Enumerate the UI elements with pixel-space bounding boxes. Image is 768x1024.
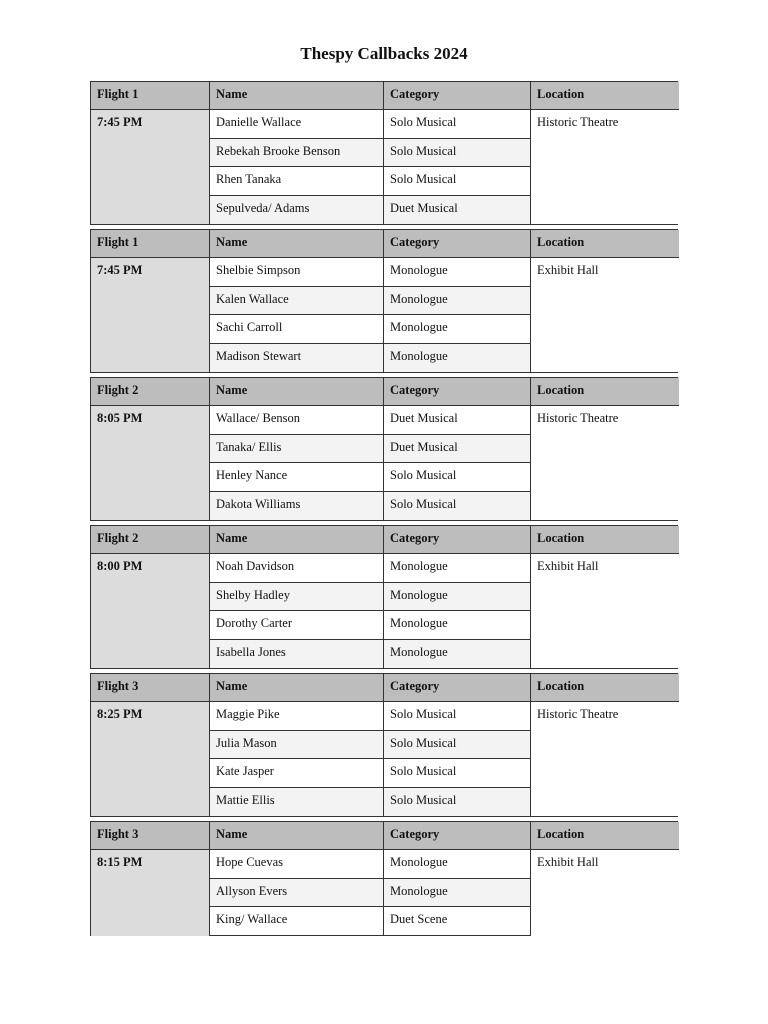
performer-name: Rebekah Brooke Benson (210, 139, 384, 168)
name-header: Name (210, 822, 384, 850)
performer-name: Mattie Ellis (210, 788, 384, 817)
performance-category: Monologue (384, 258, 531, 287)
performer-name: Dorothy Carter (210, 611, 384, 640)
performer-name: Kalen Wallace (210, 287, 384, 316)
flight-block (90, 821, 678, 936)
performance-category: Monologue (384, 850, 531, 879)
performance-category: Solo Musical (384, 492, 531, 521)
location-header: Location (531, 674, 679, 702)
flight-label: Flight 1 (91, 82, 210, 110)
callback-schedule (90, 81, 678, 940)
flight-time: 7:45 PM (91, 110, 210, 224)
performer-name: Henley Nance (210, 463, 384, 492)
location-value: Historic Theatre (531, 110, 679, 224)
performance-category: Solo Musical (384, 702, 531, 731)
location-value: Exhibit Hall (531, 850, 679, 936)
flight-label: Flight 1 (91, 230, 210, 258)
performance-category: Monologue (384, 554, 531, 583)
flight-block (90, 377, 678, 521)
performer-name: Julia Mason (210, 731, 384, 760)
performer-name: Tanaka/ Ellis (210, 435, 384, 464)
category-header: Category (384, 82, 531, 110)
performance-category: Solo Musical (384, 731, 531, 760)
performance-category: Monologue (384, 879, 531, 908)
flight-block (90, 525, 678, 669)
flight-time: 8:05 PM (91, 406, 210, 520)
performer-name: Kate Jasper (210, 759, 384, 788)
performance-category: Monologue (384, 583, 531, 612)
performer-name: Rhen Tanaka (210, 167, 384, 196)
performance-category: Duet Scene (384, 907, 531, 936)
performance-category: Solo Musical (384, 139, 531, 168)
flight-time: 8:00 PM (91, 554, 210, 668)
performer-name: Maggie Pike (210, 702, 384, 731)
location-value: Historic Theatre (531, 702, 679, 816)
performer-name: Allyson Evers (210, 879, 384, 908)
performer-name: Dakota Williams (210, 492, 384, 521)
category-header: Category (384, 378, 531, 406)
performance-category: Solo Musical (384, 110, 531, 139)
performer-name: Isabella Jones (210, 640, 384, 669)
location-header: Location (531, 378, 679, 406)
name-header: Name (210, 674, 384, 702)
performance-category: Duet Musical (384, 196, 531, 225)
flight-block (90, 81, 678, 225)
name-header: Name (210, 82, 384, 110)
performance-category: Solo Musical (384, 463, 531, 492)
flight-time: 7:45 PM (91, 258, 210, 372)
performance-category: Monologue (384, 287, 531, 316)
name-header: Name (210, 230, 384, 258)
performance-category: Solo Musical (384, 788, 531, 817)
performance-category: Solo Musical (384, 167, 531, 196)
performer-name: Madison Stewart (210, 344, 384, 373)
flight-label: Flight 2 (91, 526, 210, 554)
performer-name: Shelby Hadley (210, 583, 384, 612)
performance-category: Duet Musical (384, 406, 531, 435)
performer-name: King/ Wallace (210, 907, 384, 936)
name-header: Name (210, 526, 384, 554)
location-header: Location (531, 526, 679, 554)
location-header: Location (531, 822, 679, 850)
location-header: Location (531, 82, 679, 110)
category-header: Category (384, 526, 531, 554)
performer-name: Danielle Wallace (210, 110, 384, 139)
performer-name: Sepulveda/ Adams (210, 196, 384, 225)
location-header: Location (531, 230, 679, 258)
flight-time: 8:25 PM (91, 702, 210, 816)
performer-name: Hope Cuevas (210, 850, 384, 879)
location-value: Exhibit Hall (531, 554, 679, 668)
flight-block (90, 673, 678, 817)
location-value: Exhibit Hall (531, 258, 679, 372)
flight-block (90, 229, 678, 373)
flight-label: Flight 3 (91, 822, 210, 850)
performer-name: Shelbie Simpson (210, 258, 384, 287)
flight-label: Flight 3 (91, 674, 210, 702)
performance-category: Duet Musical (384, 435, 531, 464)
category-header: Category (384, 822, 531, 850)
performance-category: Monologue (384, 640, 531, 669)
page-title: Thespy Callbacks 2024 (300, 44, 468, 63)
category-header: Category (384, 230, 531, 258)
performer-name: Sachi Carroll (210, 315, 384, 344)
flight-label: Flight 2 (91, 378, 210, 406)
performer-name: Wallace/ Benson (210, 406, 384, 435)
performance-category: Monologue (384, 611, 531, 640)
name-header: Name (210, 378, 384, 406)
category-header: Category (384, 674, 531, 702)
performance-category: Solo Musical (384, 759, 531, 788)
performance-category: Monologue (384, 344, 531, 373)
performance-category: Monologue (384, 315, 531, 344)
performer-name: Noah Davidson (210, 554, 384, 583)
location-value: Historic Theatre (531, 406, 679, 520)
flight-time: 8:15 PM (91, 850, 210, 936)
